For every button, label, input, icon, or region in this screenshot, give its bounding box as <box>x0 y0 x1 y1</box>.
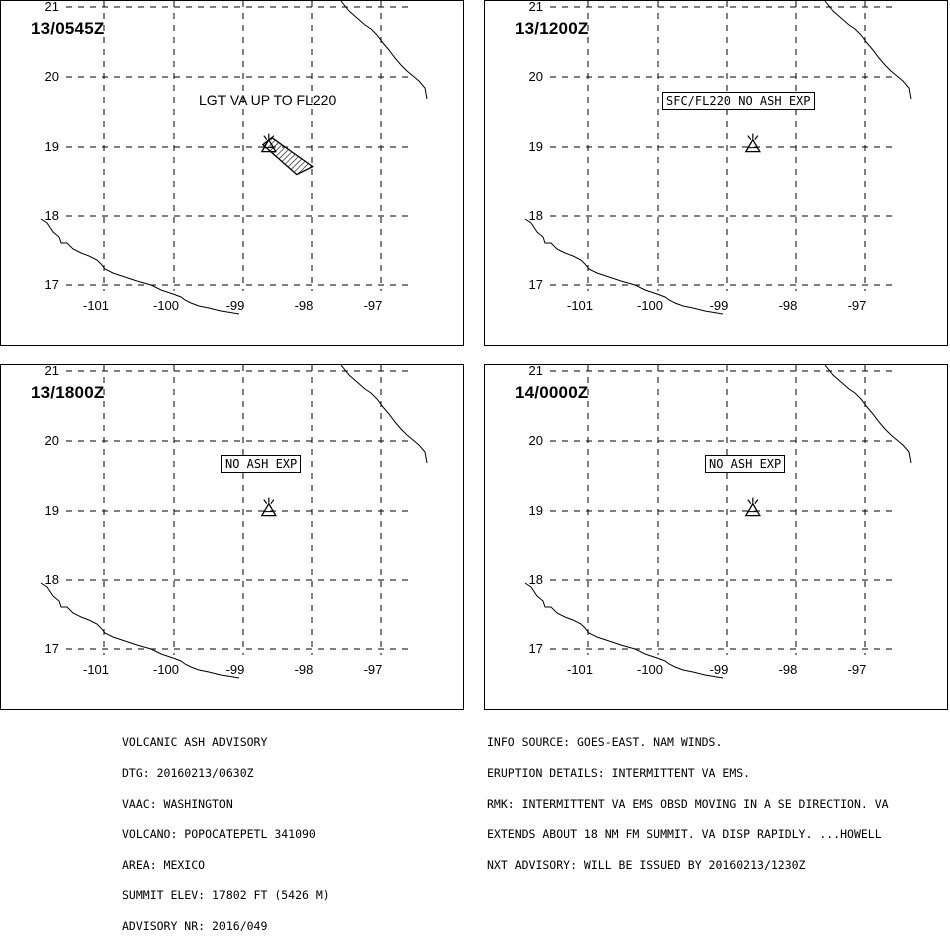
advisory-right-line: EXTENDS ABOUT 18 NM FM SUMMIT. VA DISP RAPIDLY. ...HOWELL <box>487 827 882 842</box>
pacific-coastline <box>525 219 723 314</box>
advisory-left-line: VOLCANO: POPOCATEPETL 341090 <box>122 827 316 842</box>
pacific-coastline <box>41 219 239 314</box>
lat-tick-label: 17 <box>528 641 543 656</box>
lat-tick-label: 19 <box>44 503 59 518</box>
lon-tick-label: -99 <box>709 662 729 677</box>
gulf-coastline <box>341 1 427 99</box>
advisory-right-line: ERUPTION DETAILS: INTERMITTENT VA EMS. <box>487 766 751 780</box>
lat-tick-label: 21 <box>528 365 543 378</box>
lon-tick-label: -100 <box>636 298 664 313</box>
map-panel-4 <box>484 364 948 710</box>
lat-tick-label: 21 <box>528 1 543 14</box>
lon-tick-label: -98 <box>294 662 314 677</box>
ash-label-3: NO ASH EXP <box>221 455 301 473</box>
lat-tick-label: 17 <box>528 277 543 292</box>
lon-tick-label: -99 <box>225 662 245 677</box>
lon-tick-label: -98 <box>294 298 314 313</box>
advisory-left-line: VOLCANIC ASH ADVISORY <box>122 735 268 750</box>
advisory-right-line: INFO SOURCE: GOES-EAST. NAM WINDS. <box>487 735 723 750</box>
lat-tick-label: 21 <box>44 365 59 378</box>
lat-tick-label: 18 <box>44 572 59 587</box>
panel-time-4: 14/0000Z <box>515 383 589 402</box>
lat-tick-label: 20 <box>528 69 543 84</box>
lon-tick-label: -98 <box>778 662 798 677</box>
advisory-left-line: DTG: 20160213/0630Z <box>122 766 254 780</box>
gulf-coastline <box>825 365 911 463</box>
lon-tick-label: -100 <box>636 662 664 677</box>
advisory-left-line: AREA: MEXICO <box>122 857 206 872</box>
panel-time-3: 13/1800Z <box>31 383 105 402</box>
lon-tick-label: -97 <box>847 298 867 313</box>
lat-tick-label: 18 <box>44 208 59 223</box>
gulf-coastline <box>825 1 911 99</box>
advisory-right-line: NXT ADVISORY: WILL BE ISSUED BY 20160213/1230Z <box>487 857 806 872</box>
map-canvas-4 <box>485 365 949 711</box>
map-panel-1 <box>0 0 464 346</box>
map-panel-2 <box>484 0 948 346</box>
lat-tick-label: 21 <box>44 1 59 14</box>
lon-tick-label: -101 <box>82 298 110 313</box>
advisory-left-line: SUMMIT ELEV: 17802 FT (5426 M) <box>122 888 330 903</box>
lon-tick-label: -97 <box>363 298 383 313</box>
lat-tick-label: 20 <box>44 69 59 84</box>
lat-tick-label: 18 <box>528 208 543 223</box>
panel-time-2: 13/1200Z <box>515 19 589 38</box>
volcano-icon <box>746 498 760 516</box>
map-canvas-3 <box>1 365 465 711</box>
lat-tick-label: 17 <box>44 641 59 656</box>
map-canvas-2 <box>485 1 949 347</box>
advisory-right-line: RMK: INTERMITTENT VA EMS OBSD MOVING IN A SE DIRECTION. VA <box>487 796 889 811</box>
lat-tick-label: 20 <box>528 433 543 448</box>
lon-tick-label: -100 <box>152 298 180 313</box>
lon-tick-label: -99 <box>709 298 729 313</box>
lat-tick-label: 20 <box>44 433 59 448</box>
map-panel-3 <box>0 364 464 710</box>
advisory-left-text <box>122 717 330 941</box>
lat-tick-label: 19 <box>528 503 543 518</box>
lat-tick-label: 19 <box>528 139 543 154</box>
ash-label-1: LGT VA UP TO FL220 <box>199 92 337 108</box>
ash-label-4: NO ASH EXP <box>705 455 785 473</box>
lat-tick-label: 18 <box>528 572 543 587</box>
lon-tick-label: -99 <box>225 298 245 313</box>
advisory-left-line: ADVISORY NR: 2016/049 <box>122 918 268 933</box>
advisory-right-text <box>487 717 889 880</box>
lat-tick-label: 17 <box>44 277 59 292</box>
lon-tick-label: -101 <box>566 298 594 313</box>
ash-label-2: SFC/FL220 NO ASH EXP <box>662 92 815 110</box>
lon-tick-label: -101 <box>566 662 594 677</box>
lon-tick-label: -100 <box>152 662 180 677</box>
volcano-icon <box>746 134 760 152</box>
map-canvas-1 <box>1 1 465 347</box>
volcano-icon <box>262 498 276 516</box>
pacific-coastline <box>525 583 723 678</box>
lon-tick-label: -101 <box>82 662 110 677</box>
lon-tick-label: -97 <box>363 662 383 677</box>
pacific-coastline <box>41 583 239 678</box>
gulf-coastline <box>341 365 427 463</box>
panel-time-1: 13/0545Z <box>31 19 105 38</box>
lat-tick-label: 19 <box>44 139 59 154</box>
lon-tick-label: -98 <box>778 298 798 313</box>
lon-tick-label: -97 <box>847 662 867 677</box>
advisory-left-line: VAAC: WASHINGTON <box>122 796 233 811</box>
